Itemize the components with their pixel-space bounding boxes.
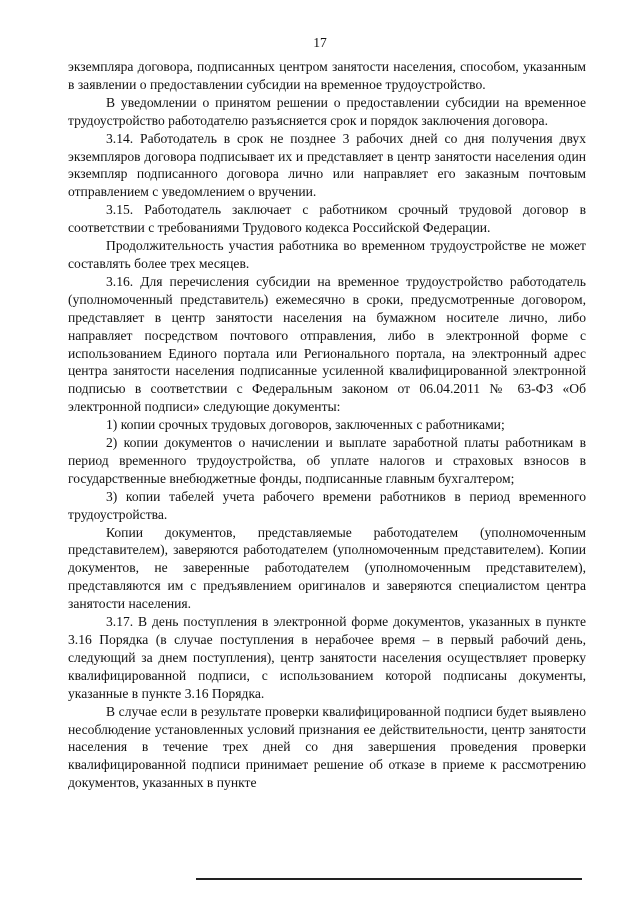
paragraph-duration: Продолжительность участия работника во временном трудоустройстве не может составлять более трех месяцев. [68,238,586,271]
paragraph-3-17: 3.17. В день поступления в электронной форме документов, указанных в пункте 3.16 Порядка (в случае поступления в нерабочее время – в первый рабочий день, следующий за днем поступления), центр занятости населения осуществляет проверку квалифицированной подписи, с использованием которой подписаны документы, указанные в пункте 3.16 Порядка. [68,614,586,701]
list-item-2: 2) копии документов о начислении и выплате заработной платы работникам в период временного трудоустройства, об уплате налогов и страховых взносов в государственные внебюджетные фонды, подписанные главным бухгалтером; [68,435,586,486]
paragraph-signature-check: В случае если в результате проверки квалифицированной подписи будет выявлено несоблюдение установленных условий признания ее действительности, центр занятости населения в течение трех дней со дня завершения проведения проверки квалифицированной подписи принимает решение об отказе в приеме к рассмотрению документов, указанных в пункте [68,703,586,791]
page-number: 17 [313,35,327,50]
paragraph-continuation: экземпляра договора, подписанных центром занятости населения, способом, указанным в заявлении о предоставлении субсидии на временное трудоустройство. [68,59,586,92]
paragraph-3-16: 3.16. Для перечисления субсидии на временное трудоустройство работодатель (уполномоченный представитель) ежемесячно в сроки, предусмотренные договором, представляет в центр занятости населения на бумажном носителе лично, либо направляет посредством почтового отправления, либо в электронной форме с использованием Единого портала или Регионального портала, на электронный адрес центра занятости населения подписанные усиленной квалифицированной электронной подписью в соответствии с Федеральным законом от 06.04.2011 № 63-ФЗ «Об электронной подписи» следующие документы: [68,273,586,415]
list-item-3: 3) копии табелей учета рабочего времени работников в период временного трудоустройства. [68,488,586,522]
paragraph-3-14: 3.14. Работодатель в срок не позднее 3 рабочих дней со дня получения двух экземпляров договора подписывает их и представляет в центр занятости населения один экземпляр подписанного договора лично или направляет его заказным почтовым отправлением с уведомлением о вручении. [68,130,586,200]
footer-divider [196,878,582,880]
paragraph-copies: Копии документов, представляемые работодателем (уполномоченным представителем), заверяются работодателем (уполномоченным представителем). Копии документов, не заверенные работодателем (уполномоченным представителем), представляются им с предъявлением оригиналов и заверяются специалистом центра занятости населения. [68,524,586,612]
list-item-1: 1) копии срочных трудовых договоров, заключенных с работниками; [106,417,505,433]
paragraph-3-15: 3.15. Работодатель заключает с работником срочный трудовой договор в соответствии с требованиями Трудового кодекса Российской Федерации. [68,202,586,236]
document-body [68,58,586,792]
paragraph-notification: В уведомлении о принятом решении о предоставлении субсидии на временное трудоустройство работодателю разъясняется срок и порядок заключения договора. [68,94,586,128]
